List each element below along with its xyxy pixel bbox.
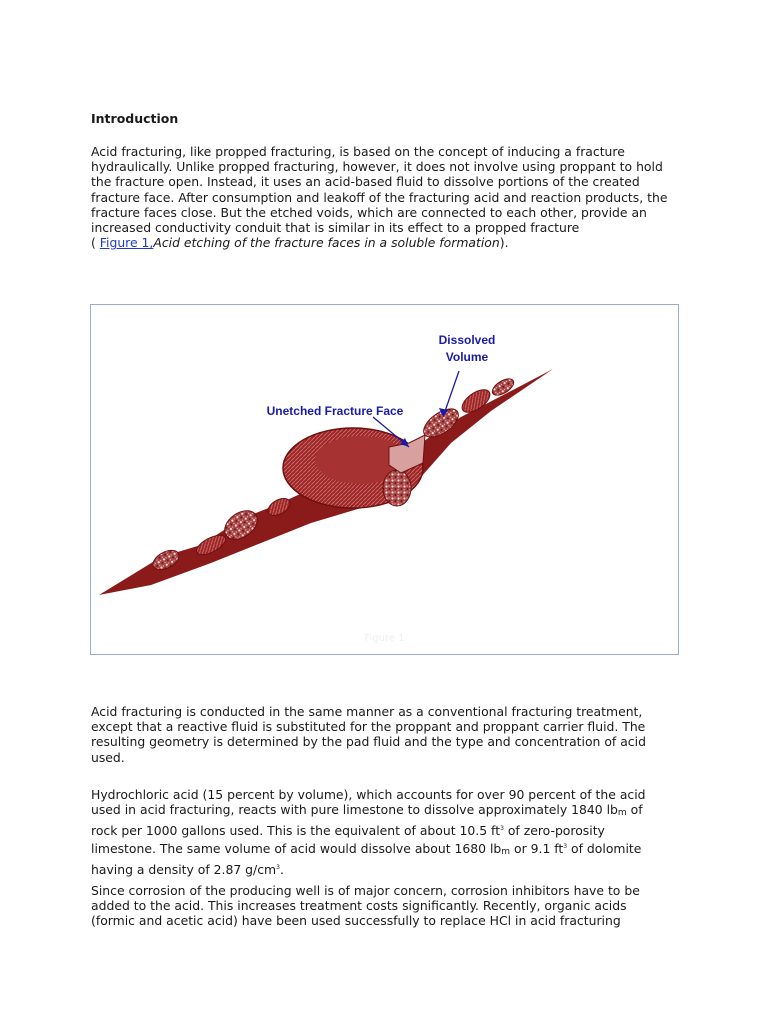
text-line: Since corrosion of the producing well is of major concern, corrosion inhibitors have to be: [91, 883, 640, 898]
text-line: fracture faces close. But the etched voids, which are connected to each other, provide an: [91, 204, 647, 220]
text-line: except that a reactive fluid is substituted for the proppant and proppant carrier fluid. The: [91, 719, 646, 735]
text-line: Acid fracturing, like propped fracturing, is based on the concept of inducing a fracture: [91, 144, 625, 159]
text-line: Acid fracturing is conducted in the same manner as a conventional fracturing treatment,: [91, 704, 643, 719]
text-line: having a density of 2.87 g/cm: [91, 861, 277, 877]
label-unetched-face: Unetched Fracture Face: [266, 404, 404, 418]
text-line: hydraulically. Unlike propped fracturing, however, it does not involve using proppant to hold: [91, 159, 663, 175]
unit-subscript: m: [501, 846, 511, 857]
text-fragment: .: [279, 861, 284, 877]
text-line: rock per 1000 gallons used. This is the equivalent of about 10.5 ft: [91, 823, 501, 839]
etched-oval-speckle: [383, 470, 411, 506]
superscript-3: 3: [500, 825, 504, 833]
paragraph-procedure: [91, 704, 691, 765]
paren-close: ).: [499, 235, 509, 251]
paragraph-corrosion: [91, 883, 691, 929]
text-line: the fracture open. Instead, it uses an acid-based fluid to dissolve portions of the created: [91, 174, 640, 190]
label-dissolved: Dissolved: [438, 333, 496, 347]
paren-open: (: [91, 235, 100, 251]
figure-reference-caption: Acid etching of the fracture faces in a soluble formation: [153, 235, 500, 251]
text-line: Hydrochloric acid (15 percent by volume), which accounts for over 90 percent of the acid: [91, 787, 646, 802]
superscript-3: 3: [276, 863, 280, 871]
text-fragment: or 9.1 ft: [510, 840, 564, 856]
text-line: used.: [91, 749, 125, 765]
superscript-3: 3: [563, 842, 568, 850]
text-line: (formic and acetic acid) have been used successfully to replace HCl in acid fracturing: [91, 913, 621, 929]
text-fragment: of dolomite: [567, 840, 642, 856]
figure-1-frame: [90, 304, 679, 655]
section-heading: Introduction: [91, 111, 179, 126]
text-line: used in acid fracturing, reacts with pure limestone to dissolve approximately 1840 lb: [91, 802, 618, 818]
text-line: fracture face. After consumption and leakoff of the fracturing acid and reaction products, the: [91, 189, 668, 205]
figure-caption: Figure 1: [364, 633, 405, 644]
fracture-illustration: [91, 305, 678, 654]
paragraph-hydrochloric: [91, 787, 691, 877]
text-line: added to the acid. This increases treatment costs significantly. Recently, organic acids: [91, 898, 627, 914]
text-line: resulting geometry is determined by the pad fluid and the type and concentration of acid: [91, 734, 646, 750]
text-line: increased conductivity conduit that is similar in its effect to a propped fracture: [91, 220, 580, 236]
text-line: limestone. The same volume of acid would dissolve about 1680 lb: [91, 840, 502, 856]
unit-subscript: m: [617, 808, 627, 819]
label-volume: Volume: [445, 350, 489, 364]
text-fragment: of zero-porosity: [503, 823, 605, 839]
text-fragment: of: [626, 802, 643, 818]
figure-1-link[interactable]: Figure 1,: [99, 235, 154, 251]
paragraph-intro: [91, 144, 691, 250]
